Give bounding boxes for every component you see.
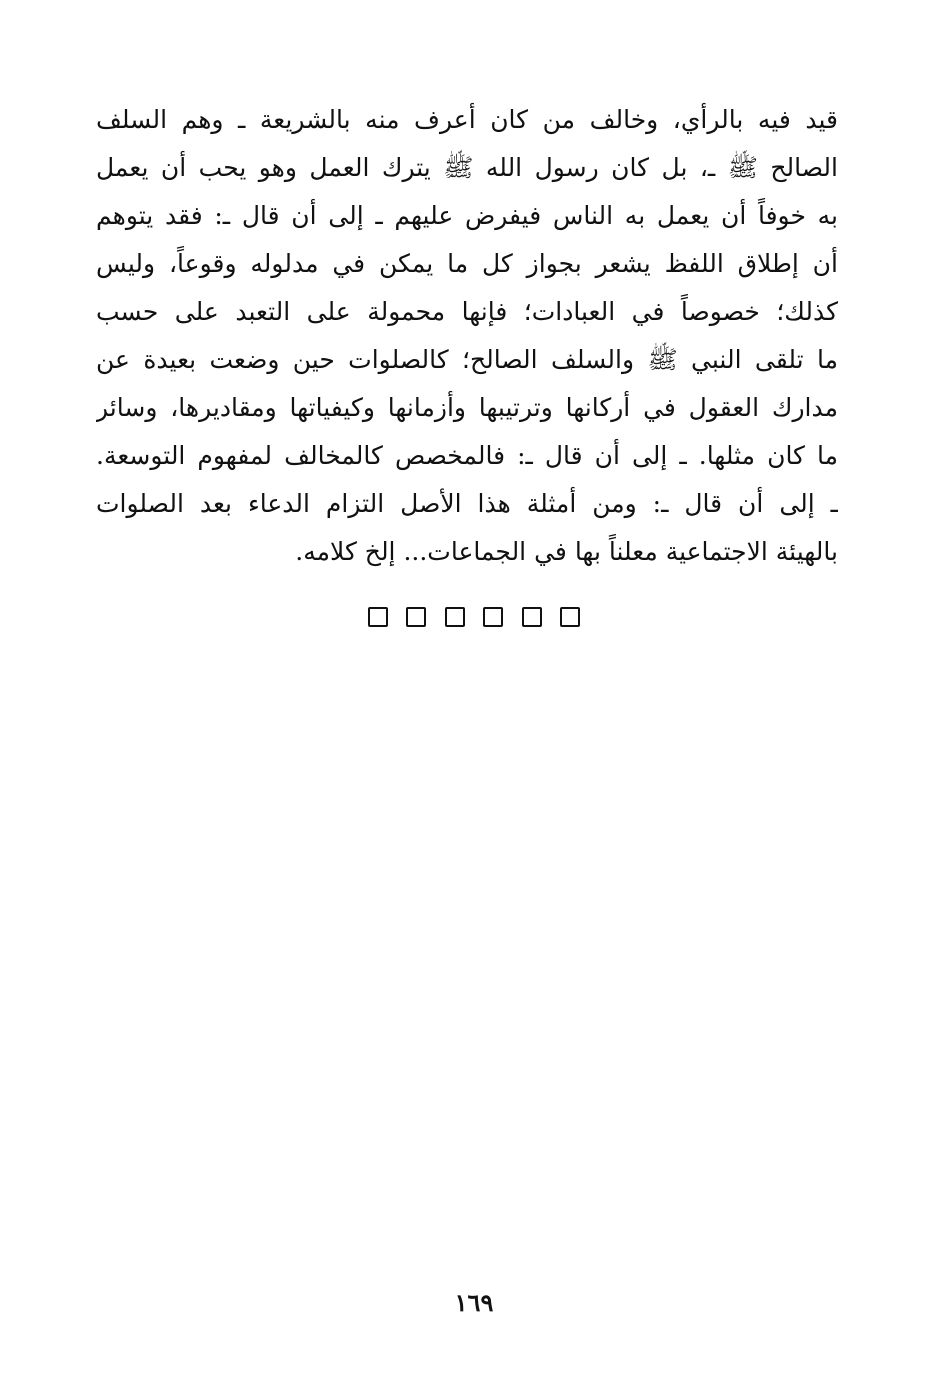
square-ornament-icon: [560, 607, 580, 627]
page-number: ١٦٩: [454, 1288, 494, 1317]
square-ornament-icon: [368, 607, 388, 627]
body-text: [96, 96, 838, 576]
square-ornament-icon: [445, 607, 465, 627]
square-ornament-icon: [406, 607, 426, 627]
text-line: أن إطلاق اللفظ يشعر بجواز كل ما يمكن في مدلوله وقوعاً، وليس: [96, 249, 838, 278]
section-divider-ornament: [368, 605, 580, 629]
text-line: ـ إلى أن قال ـ: ومن أمثلة هذا الأصل التزام الدعاء بعد الصلوات: [96, 489, 838, 518]
text-line: ما كان مثلها. ـ إلى أن قال ـ: فالمخصص كالمخالف لمفهوم التوسعة.: [96, 441, 838, 470]
square-ornament-icon: [522, 607, 542, 627]
text-line: الصالح ﷺ ـ، بل كان رسول الله ﷺ يترك العمل وهو يحب أن يعمل: [96, 153, 838, 182]
text-line: كذلك؛ خصوصاً في العبادات؛ فإنها محمولة على التعبد على حسب: [96, 297, 838, 326]
square-ornament-icon: [483, 607, 503, 627]
text-line: بالهيئة الاجتماعية معلناً بها في الجماعات... إلخ كلامه.: [295, 537, 838, 566]
text-line: ما تلقى النبي ﷺ والسلف الصالح؛ كالصلوات حين وضعت بعيدة عن: [96, 345, 838, 374]
text-line: مدارك العقول في أركانها وترتيبها وأزمانها وكيفياتها ومقاديرها، وسائر: [96, 393, 838, 422]
text-line: به خوفاً أن يعمل به الناس فيفرض عليهم ـ إلى أن قال ـ: فقد يتوهم: [96, 201, 838, 230]
text-line: قيد فيه بالرأي، وخالف من كان أعرف منه بالشريعة ـ وهم السلف: [96, 105, 838, 134]
